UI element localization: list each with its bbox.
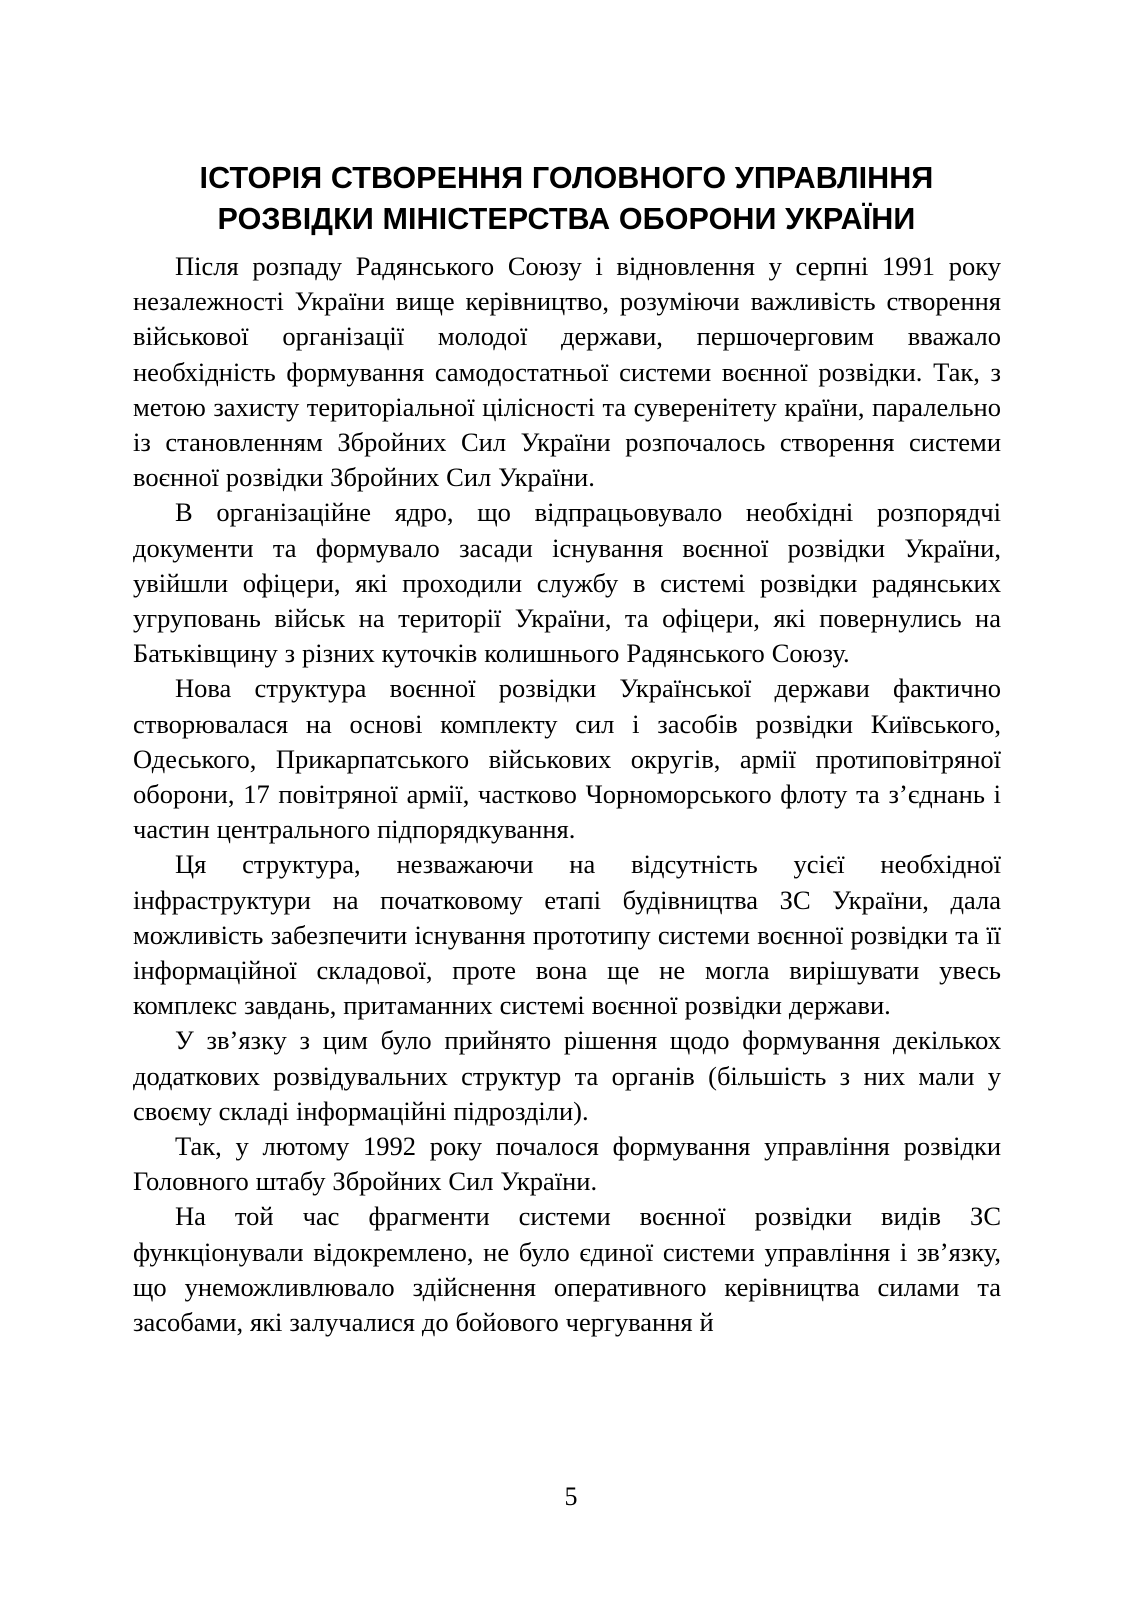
page-title-line-2: РОЗВІДКИ МІНІСТЕРСТВА ОБОРОНИ УКРАЇНИ (217, 202, 916, 237)
page-title-line-1: ІСТОРІЯ СТВОРЕННЯ ГОЛОВНОГО УПРАВЛІННЯ (199, 161, 934, 196)
page-title (133, 158, 1000, 240)
paragraph: Ця структура, незважаючи на відсутність усієї необхідної інфраструктури на початковому етапі будівництва ЗС України, дала можливість забезпечити існування прототипу системи воєнної розвідки та її інформаційної складової, проте вона ще не могла вирішувати увесь комплекс завдань, притаманних системі воєнної розвідки держави. (133, 849, 1001, 1021)
paragraph: Після розпаду Радянського Союзу і відновлення у серпні 1991 року незалежності України вище керівництво, розуміючи важливість створення військової організації молодої держави, першочерговим вважало необхідність формування самодостатньої системи воєнної розвідки. Так, з метою захисту територіальної цілісності та суверенітету країни, паралельно із становленням Збройних Сил України розпочалось створення системи воєнної розвідки Збройних Сил України. (133, 251, 1001, 493)
paragraph: Так, у лютому 1992 року почалося формування управління розвідки Головного штабу Збройних Сил України. (133, 1131, 1001, 1197)
paragraph: Нова структура воєнної розвідки Української держави фактично створювалася на основі комплекту сил і засобів розвідки Київського, Одеського, Прикарпатського військових округів, армії протиповітряної оборони, 17 повітряної армії, частково Чорноморського флоту та з’єднань і частин центрального підпорядкування. (133, 673, 1001, 845)
page-number: 5 (564, 1482, 578, 1511)
paragraph: В організаційне ядро, що відпрацьовувало необхідні розпорядчі документи та формувало засади існування воєнної розвідки України, увійшли офіцери, які проходили службу в системі розвідки радянських угруповань військ на території України, та офіцери, які повернулись на Батьківщину з різних куточків колишнього Радянського Союзу. (133, 497, 1001, 669)
paragraph: На той час фрагменти системи воєнної розвідки видів ЗС функціонували відокремлено, не було єдиної системи управління і зв’язку, що унеможливлювало здійснення оперативного керівництва силами та засобами, які залучалися до бойового чергування й (133, 1201, 1001, 1338)
body-text-block (133, 249, 1001, 1340)
paragraph: У зв’язку з цим було прийнято рішення щодо формування декількох додаткових розвідувальних структур та органів (більшість з них мали у своєму складі інформаційні підрозділи). (133, 1025, 1001, 1126)
